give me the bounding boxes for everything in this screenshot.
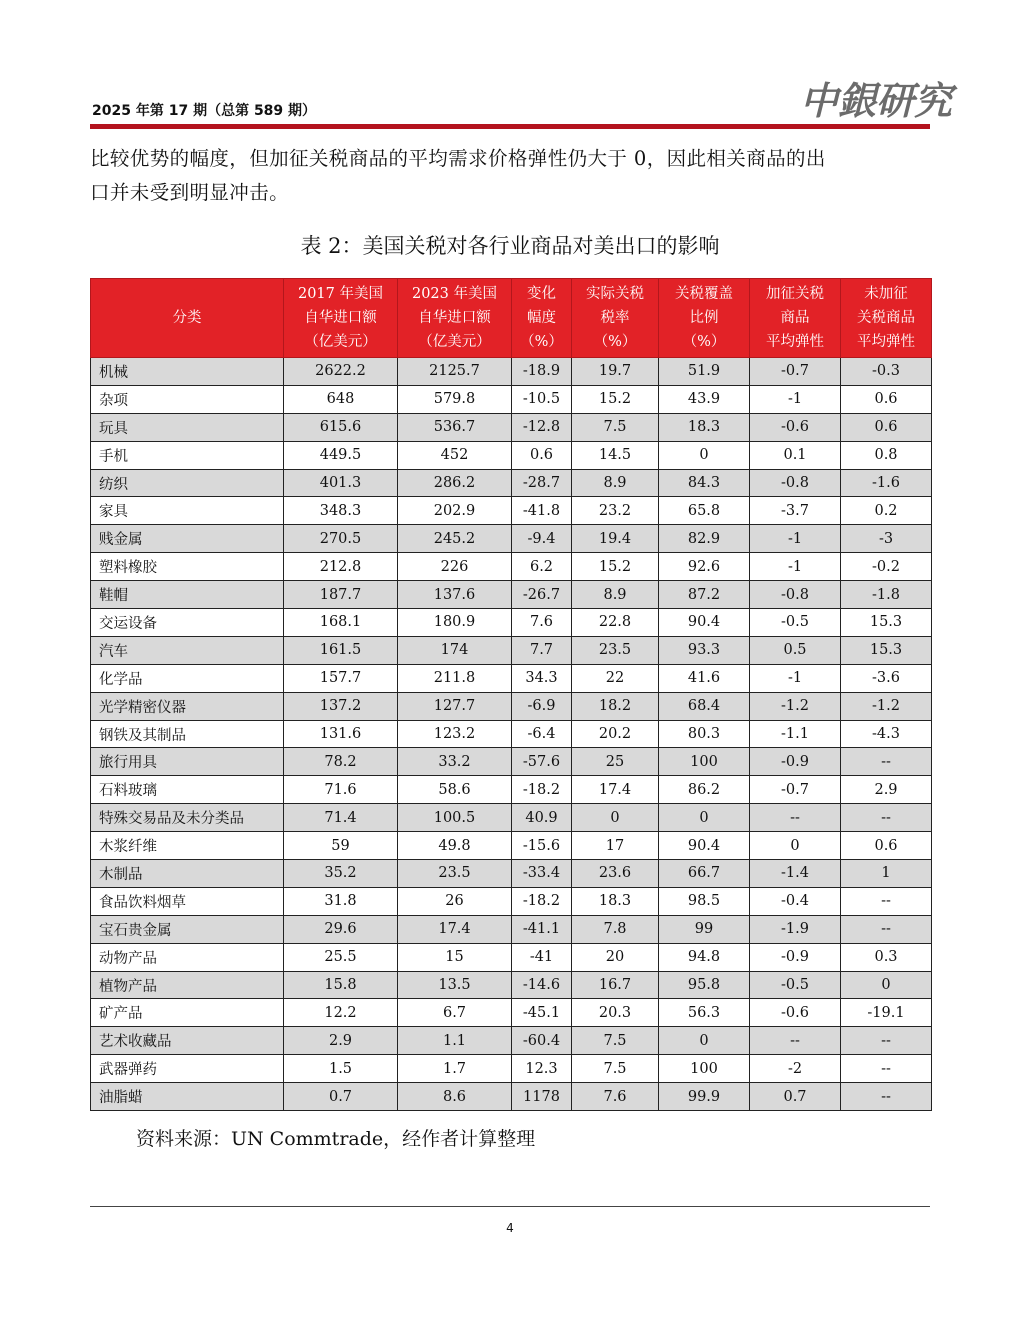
value-cell: 2.9 <box>284 1027 398 1055</box>
value-cell: 40.9 <box>512 804 572 832</box>
value-cell: 71.6 <box>284 776 398 804</box>
value-cell: 12.3 <box>512 1055 572 1083</box>
value-cell: 0 <box>659 1027 750 1055</box>
value-cell: 187.7 <box>284 581 398 609</box>
category-cell: 艺术收藏品 <box>91 1027 284 1055</box>
value-cell: 226 <box>398 553 512 581</box>
value-cell: 648 <box>284 385 398 413</box>
value-cell: 2125.7 <box>398 358 512 386</box>
column-header-line: （亿美元） <box>304 334 377 350</box>
table-row <box>91 1027 932 1055</box>
value-cell: 20 <box>572 943 659 971</box>
value-cell: -41 <box>512 943 572 971</box>
value-cell: 401.3 <box>284 469 398 497</box>
value-cell: 23.5 <box>572 636 659 664</box>
value-cell: -0.3 <box>841 358 932 386</box>
value-cell: 348.3 <box>284 497 398 525</box>
value-cell: -57.6 <box>512 748 572 776</box>
value-cell: 8.6 <box>398 1083 512 1111</box>
value-cell: 22.8 <box>572 609 659 637</box>
value-cell: 87.2 <box>659 581 750 609</box>
value-cell: -- <box>841 1055 932 1083</box>
value-cell: 7.5 <box>572 1055 659 1083</box>
value-cell: 286.2 <box>398 469 512 497</box>
value-cell: -6.9 <box>512 692 572 720</box>
category-cell: 动物产品 <box>91 943 284 971</box>
value-cell: 92.6 <box>659 553 750 581</box>
value-cell: 0 <box>572 804 659 832</box>
category-cell: 木制品 <box>91 860 284 888</box>
category-cell: 交运设备 <box>91 609 284 637</box>
value-cell: 0.1 <box>750 441 841 469</box>
value-cell: 15 <box>398 943 512 971</box>
table-row <box>91 692 932 720</box>
value-cell: 15.2 <box>572 553 659 581</box>
value-cell: -0.4 <box>750 887 841 915</box>
value-cell: 7.6 <box>572 1083 659 1111</box>
value-cell: 19.7 <box>572 358 659 386</box>
value-cell: -- <box>841 1027 932 1055</box>
value-cell: 0.3 <box>841 943 932 971</box>
category-cell: 石料玻璃 <box>91 776 284 804</box>
value-cell: 15.3 <box>841 636 932 664</box>
value-cell: 1.1 <box>398 1027 512 1055</box>
value-cell: 59 <box>284 832 398 860</box>
column-header-line: 2017 年美国 <box>297 286 383 302</box>
value-cell: 95.8 <box>659 971 750 999</box>
category-cell: 特殊交易品及未分类品 <box>91 804 284 832</box>
column-header-line: 实际关税 <box>586 286 644 302</box>
table-row <box>91 748 932 776</box>
header-divider <box>90 124 930 129</box>
value-cell: -18.2 <box>512 887 572 915</box>
column-header <box>572 279 659 358</box>
value-cell: 90.4 <box>659 832 750 860</box>
value-cell: -0.7 <box>750 358 841 386</box>
table-row <box>91 887 932 915</box>
value-cell: -6.4 <box>512 720 572 748</box>
value-cell: -12.8 <box>512 413 572 441</box>
table-row <box>91 971 932 999</box>
category-cell: 玩具 <box>91 413 284 441</box>
column-header-line: 2023 年美国 <box>411 286 497 302</box>
value-cell: -0.6 <box>750 413 841 441</box>
value-cell: -18.9 <box>512 358 572 386</box>
table-row <box>91 469 932 497</box>
value-cell: -0.8 <box>750 469 841 497</box>
value-cell: -15.6 <box>512 832 572 860</box>
table-row <box>91 776 932 804</box>
value-cell: 8.9 <box>572 469 659 497</box>
category-cell: 钢铁及其制品 <box>91 720 284 748</box>
category-cell: 机械 <box>91 358 284 386</box>
value-cell: 20.2 <box>572 720 659 748</box>
value-cell: 19.4 <box>572 525 659 553</box>
value-cell: -0.9 <box>750 748 841 776</box>
value-cell: -- <box>750 804 841 832</box>
value-cell: 31.8 <box>284 887 398 915</box>
value-cell: 449.5 <box>284 441 398 469</box>
column-header-line: （%） <box>682 334 726 350</box>
value-cell: 15.2 <box>572 385 659 413</box>
value-cell: 157.7 <box>284 664 398 692</box>
value-cell: 0 <box>750 832 841 860</box>
value-cell: -0.8 <box>750 581 841 609</box>
value-cell: 0 <box>659 804 750 832</box>
issue-label: 2025 年第 17 期（总第 589 期） <box>92 103 317 119</box>
column-header-line: 加征关税 <box>766 286 824 302</box>
table-row <box>91 497 932 525</box>
value-cell: 6.7 <box>398 999 512 1027</box>
column-header <box>284 279 398 358</box>
category-cell: 贱金属 <box>91 525 284 553</box>
value-cell: 17.4 <box>398 915 512 943</box>
value-cell: -1 <box>750 525 841 553</box>
category-cell: 手机 <box>91 441 284 469</box>
table-row <box>91 636 932 664</box>
table-row <box>91 581 932 609</box>
value-cell: 98.5 <box>659 887 750 915</box>
paragraph-line: 口并未受到明显冲击。 <box>90 181 290 204</box>
table-row <box>91 385 932 413</box>
value-cell: 100 <box>659 748 750 776</box>
value-cell: 1178 <box>512 1083 572 1111</box>
value-cell: -1 <box>750 385 841 413</box>
table-row <box>91 999 932 1027</box>
value-cell: 127.7 <box>398 692 512 720</box>
value-cell: 20.3 <box>572 999 659 1027</box>
value-cell: 51.9 <box>659 358 750 386</box>
value-cell: 99.9 <box>659 1083 750 1111</box>
value-cell: 18.3 <box>659 413 750 441</box>
value-cell: 99 <box>659 915 750 943</box>
value-cell: 13.5 <box>398 971 512 999</box>
value-cell: -0.6 <box>750 999 841 1027</box>
column-header-line: 分类 <box>172 310 202 326</box>
column-header-line: 自华进口额 <box>304 310 377 326</box>
value-cell: 17.4 <box>572 776 659 804</box>
column-header <box>841 279 932 358</box>
value-cell: -1.2 <box>841 692 932 720</box>
value-cell: 1 <box>841 860 932 888</box>
value-cell: -- <box>841 748 932 776</box>
value-cell: 0.6 <box>841 385 932 413</box>
page-number: 4 <box>506 1221 514 1235</box>
category-cell: 杂项 <box>91 385 284 413</box>
value-cell: 35.2 <box>284 860 398 888</box>
value-cell: 0.7 <box>750 1083 841 1111</box>
table-row <box>91 1055 932 1083</box>
value-cell: 82.9 <box>659 525 750 553</box>
column-header <box>91 279 284 358</box>
value-cell: 123.2 <box>398 720 512 748</box>
value-cell: 6.2 <box>512 553 572 581</box>
body-paragraph <box>90 142 932 210</box>
value-cell: 0.6 <box>512 441 572 469</box>
value-cell: -0.5 <box>750 609 841 637</box>
value-cell: -9.4 <box>512 525 572 553</box>
table-row <box>91 664 932 692</box>
value-cell: 7.8 <box>572 915 659 943</box>
value-cell: 78.2 <box>284 748 398 776</box>
value-cell: 174 <box>398 636 512 664</box>
value-cell: 100 <box>659 1055 750 1083</box>
column-header <box>512 279 572 358</box>
value-cell: 615.6 <box>284 413 398 441</box>
value-cell: 1.5 <box>284 1055 398 1083</box>
column-header-line: （%） <box>593 334 637 350</box>
value-cell: -0.2 <box>841 553 932 581</box>
category-cell: 矿产品 <box>91 999 284 1027</box>
value-cell: -26.7 <box>512 581 572 609</box>
value-cell: 14.5 <box>572 441 659 469</box>
value-cell: 33.2 <box>398 748 512 776</box>
table-body <box>91 358 932 1111</box>
value-cell: 0.6 <box>841 832 932 860</box>
value-cell: 161.5 <box>284 636 398 664</box>
column-header-line: （亿美元） <box>418 334 491 350</box>
column-header-line: 关税覆盖 <box>675 286 733 302</box>
value-cell: 23.6 <box>572 860 659 888</box>
value-cell: -0.7 <box>750 776 841 804</box>
value-cell: 7.6 <box>512 609 572 637</box>
value-cell: 0.6 <box>841 413 932 441</box>
table-row <box>91 720 932 748</box>
column-header-line: 平均弹性 <box>857 334 915 350</box>
value-cell: -41.8 <box>512 497 572 525</box>
value-cell: 49.8 <box>398 832 512 860</box>
value-cell: -1.9 <box>750 915 841 943</box>
value-cell: 2622.2 <box>284 358 398 386</box>
value-cell: 90.4 <box>659 609 750 637</box>
table-row <box>91 804 932 832</box>
value-cell: 23.2 <box>572 497 659 525</box>
value-cell: -33.4 <box>512 860 572 888</box>
value-cell: 245.2 <box>398 525 512 553</box>
value-cell: 17 <box>572 832 659 860</box>
value-cell: -4.3 <box>841 720 932 748</box>
value-cell: 7.5 <box>572 1027 659 1055</box>
column-header <box>659 279 750 358</box>
value-cell: -3.7 <box>750 497 841 525</box>
value-cell: -- <box>841 804 932 832</box>
value-cell: 16.7 <box>572 971 659 999</box>
value-cell: -2 <box>750 1055 841 1083</box>
source-note: 资料来源：UN Commtrade，经作者计算整理 <box>136 1128 536 1150</box>
value-cell: -- <box>841 887 932 915</box>
value-cell: 23.5 <box>398 860 512 888</box>
category-cell: 油脂蜡 <box>91 1083 284 1111</box>
value-cell: 58.6 <box>398 776 512 804</box>
value-cell: -18.2 <box>512 776 572 804</box>
value-cell: 84.3 <box>659 469 750 497</box>
value-cell: 137.6 <box>398 581 512 609</box>
value-cell: 0 <box>841 971 932 999</box>
table-row <box>91 860 932 888</box>
value-cell: 7.7 <box>512 636 572 664</box>
category-cell: 植物产品 <box>91 971 284 999</box>
value-cell: 18.2 <box>572 692 659 720</box>
value-cell: 0.7 <box>284 1083 398 1111</box>
value-cell: 1.7 <box>398 1055 512 1083</box>
value-cell: 211.8 <box>398 664 512 692</box>
value-cell: 41.6 <box>659 664 750 692</box>
value-cell: -- <box>841 1083 932 1111</box>
value-cell: 2.9 <box>841 776 932 804</box>
value-cell: 15.3 <box>841 609 932 637</box>
value-cell: 80.3 <box>659 720 750 748</box>
category-cell: 鞋帽 <box>91 581 284 609</box>
value-cell: 168.1 <box>284 609 398 637</box>
table-header-row <box>91 279 932 358</box>
value-cell: 12.2 <box>284 999 398 1027</box>
value-cell: 34.3 <box>512 664 572 692</box>
value-cell: -3 <box>841 525 932 553</box>
column-header-line: 商品 <box>780 310 810 326</box>
column-header-line: 平均弹性 <box>766 334 824 350</box>
value-cell: 15.8 <box>284 971 398 999</box>
value-cell: 68.4 <box>659 692 750 720</box>
value-cell: -60.4 <box>512 1027 572 1055</box>
table-row <box>91 832 932 860</box>
category-cell: 塑料橡胶 <box>91 553 284 581</box>
value-cell: 66.7 <box>659 860 750 888</box>
tariff-impact-table <box>90 278 932 1111</box>
table-row <box>91 441 932 469</box>
column-header-line: 自华进口额 <box>418 310 491 326</box>
value-cell: 452 <box>398 441 512 469</box>
value-cell: -1 <box>750 553 841 581</box>
value-cell: 0.8 <box>841 441 932 469</box>
value-cell: 100.5 <box>398 804 512 832</box>
value-cell: -3.6 <box>841 664 932 692</box>
value-cell: 8.9 <box>572 581 659 609</box>
value-cell: -0.9 <box>750 943 841 971</box>
column-header-line: 幅度 <box>527 310 556 326</box>
value-cell: -45.1 <box>512 999 572 1027</box>
footer-divider <box>90 1206 930 1207</box>
value-cell: -19.1 <box>841 999 932 1027</box>
value-cell: 212.8 <box>284 553 398 581</box>
value-cell: 25.5 <box>284 943 398 971</box>
value-cell: 43.9 <box>659 385 750 413</box>
category-cell: 宝石贵金属 <box>91 915 284 943</box>
category-cell: 纺织 <box>91 469 284 497</box>
column-header <box>750 279 841 358</box>
value-cell: -1.8 <box>841 581 932 609</box>
value-cell: 202.9 <box>398 497 512 525</box>
value-cell: 26 <box>398 887 512 915</box>
value-cell: 579.8 <box>398 385 512 413</box>
value-cell: -10.5 <box>512 385 572 413</box>
table-row <box>91 915 932 943</box>
value-cell: 0.5 <box>750 636 841 664</box>
column-header-line: 税率 <box>600 310 630 326</box>
value-cell: -1 <box>750 664 841 692</box>
value-cell: 0 <box>659 441 750 469</box>
category-cell: 木浆纤维 <box>91 832 284 860</box>
value-cell: 29.6 <box>284 915 398 943</box>
column-header-line: （%） <box>520 334 563 350</box>
value-cell: 22 <box>572 664 659 692</box>
value-cell: 71.4 <box>284 804 398 832</box>
value-cell: 0.2 <box>841 497 932 525</box>
column-header-line: 关税商品 <box>857 310 915 326</box>
category-cell: 武器弹药 <box>91 1055 284 1083</box>
category-cell: 汽车 <box>91 636 284 664</box>
value-cell: 94.8 <box>659 943 750 971</box>
table-row <box>91 413 932 441</box>
category-cell: 化学品 <box>91 664 284 692</box>
value-cell: -1.2 <box>750 692 841 720</box>
value-cell: 131.6 <box>284 720 398 748</box>
value-cell: 536.7 <box>398 413 512 441</box>
value-cell: -1.6 <box>841 469 932 497</box>
value-cell: 25 <box>572 748 659 776</box>
value-cell: 93.3 <box>659 636 750 664</box>
value-cell: -28.7 <box>512 469 572 497</box>
value-cell: -41.1 <box>512 915 572 943</box>
table-title: 表 2：美国关税对各行业商品对美出口的影响 <box>300 234 720 258</box>
value-cell: 65.8 <box>659 497 750 525</box>
category-cell: 食品饮料烟草 <box>91 887 284 915</box>
logo: 中銀研究 <box>800 78 953 123</box>
table-row <box>91 609 932 637</box>
value-cell: -14.6 <box>512 971 572 999</box>
table-row <box>91 1083 932 1111</box>
column-header-line: 变化 <box>527 286 556 302</box>
table-row <box>91 358 932 386</box>
value-cell: 180.9 <box>398 609 512 637</box>
value-cell: -- <box>750 1027 841 1055</box>
value-cell: 86.2 <box>659 776 750 804</box>
table-row <box>91 553 932 581</box>
value-cell: 18.3 <box>572 887 659 915</box>
value-cell: -1.1 <box>750 720 841 748</box>
value-cell: 7.5 <box>572 413 659 441</box>
value-cell: 137.2 <box>284 692 398 720</box>
value-cell: 56.3 <box>659 999 750 1027</box>
category-cell: 光学精密仪器 <box>91 692 284 720</box>
column-header-line: 未加征 <box>864 286 908 302</box>
column-header <box>398 279 512 358</box>
value-cell: -1.4 <box>750 860 841 888</box>
table-row <box>91 943 932 971</box>
value-cell: -- <box>841 915 932 943</box>
value-cell: 270.5 <box>284 525 398 553</box>
table-row <box>91 525 932 553</box>
paragraph-line: 比较优势的幅度，但加征关税商品的平均需求价格弹性仍大于 0，因此相关商品的出 <box>90 147 826 170</box>
value-cell: -0.5 <box>750 971 841 999</box>
category-cell: 旅行用具 <box>91 748 284 776</box>
column-header-line: 比例 <box>689 310 719 326</box>
category-cell: 家具 <box>91 497 284 525</box>
